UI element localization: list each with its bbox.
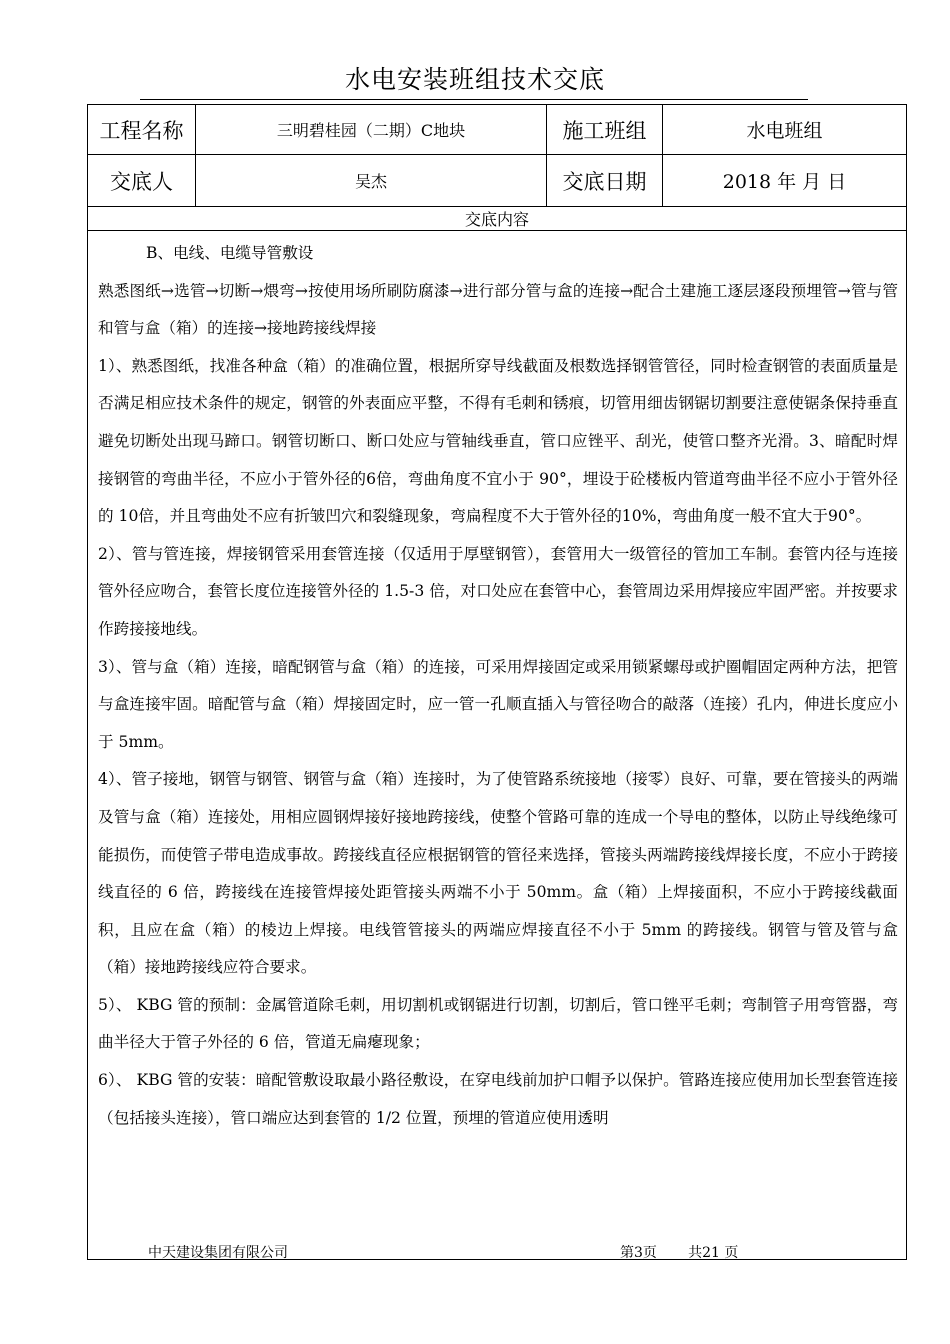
content-paragraph: 2）、管与管连接，焊接钢管采用套管连接（仅适用于厚壁钢管），套管用大一级管径的管加工车制。套管内径与连接管外径应吻合，套管长度位连接管外径的 1.5-3 倍，对口处应在套管中心，套管周边采用焊接应牢固严密。并按要求作跨接接地线。 — [98, 544, 898, 638]
page-prefix: 第 — [620, 1245, 634, 1261]
table-row — [88, 105, 907, 155]
project-name-label: 工程名称 — [88, 105, 196, 155]
presenter-label: 交底人 — [88, 155, 196, 207]
table-row — [88, 155, 907, 207]
content-cell — [88, 231, 907, 1260]
work-team-label: 施工班组 — [547, 105, 663, 155]
content-paragraph: 3）、管与盒（箱）连接，暗配钢管与盒（箱）的连接，可采用焊接固定或采用锁紧螺母或护圈帽固定两种方法，把管与盒连接牢固。暗配管与盒（箱）焊接固定时，应一管一孔顺直插入与管径吻合的敲落（连接）孔内，伸进长度应小于 5mm。 — [98, 657, 898, 751]
table-row — [88, 231, 907, 1260]
table-row — [88, 207, 907, 231]
content-paragraph: 1）、熟悉图纸，找准各种盒（箱）的准确位置，根据所穿导线截面及根数选择钢管管径，同时检查钢管的表面质量是否满足相应技术条件的规定，钢管的外表面应平整，不得有毛刺和锈痕，切管用细齿钢锯切割要注意使锯条保持垂直避免切断处出现马蹄口。钢管切断口、断口处应与管轴线垂直，管口应锉平、刮光，使管口整齐光滑。3、暗配时焊接钢管的弯曲半径，不应小于管外径的6倍，弯曲角度不宜小于 90°，埋设于砼楼板内管道弯曲半径不应小于管外径的 10倍，并且弯曲处不应有折皱凹穴和裂缝现象，弯扁程度不大于管外径的10%，弯曲角度一般不宜大于90°。 — [98, 356, 898, 526]
total-suffix: 页 — [724, 1245, 739, 1261]
total-prefix: 共 — [688, 1245, 703, 1261]
disclosure-date-label: 交底日期 — [547, 155, 663, 207]
page-total: 21 — [702, 1245, 720, 1261]
title-underline — [140, 99, 808, 100]
document-title: 水电安装班组技术交底 — [344, 65, 605, 94]
work-team-value: 水电班组 — [663, 105, 907, 155]
page-suffix: 页 — [642, 1245, 657, 1261]
content-paragraph: 熟悉图纸→选管→切断→煨弯→按使用场所刷防腐漆→进行部分管与盒的连接→配合土建施工逐层逐段预埋管→管与管和管与盒（箱）的连接→接地跨接线焊接 — [98, 281, 898, 338]
content-paragraph: 6）、 KBG 管的安装：暗配管敷设取最小路径敷设，在穿电线前加护口帽予以保护。管路连接应使用加长型套管连接（包括接头连接），管口端应达到套管的 1/2 位置，预埋的管道应使用透明 — [98, 1071, 898, 1127]
page-current: 3 — [634, 1245, 643, 1261]
content-paragraph: 4）、管子接地，钢管与钢管、钢管与盒（箱）连接时，为了使管路系统接地（接零）良好、可靠，要在管接头的两端及管与盒（箱）连接处，用相应圆钢焊接好接地跨接线，使整个管路可靠的连成一个导电的整体，以防止导线绝缘可能损伤，而使管子带电造成事故。跨接线直径应根据钢管的管径来选择，管接头两端跨接线焊接长度，不应小于跨接线直径的 6 倍，跨接线在连接管焊接处距管接头两端不小于 50mm。盒（箱）上焊接面积，不应小于跨接线截面积，且应在盒（箱）的棱边上焊接。电线管管接头的两端应焊接直径不小于 5mm 的跨接线。钢管与管及管与盒（箱）接地跨接线应符合要求。 — [98, 770, 898, 977]
section-title: B、电线、电缆导管敷设 — [146, 244, 314, 262]
company-name: 中天建设集团有限公司 — [148, 1245, 288, 1261]
content-body — [88, 231, 906, 1259]
content-paragraph: 5）、 KBG 管的预制：金属管道除毛刺，用切割机或钢锯进行切割，切割后，管口锉平毛刺；弯制管子用弯管器，弯曲半径大于管子外径的 6 倍，管道无扁瘪现象； — [98, 995, 898, 1052]
disclosure-table — [87, 104, 907, 1260]
page-number — [620, 1242, 738, 1262]
content-heading: 交底内容 — [88, 207, 907, 231]
presenter-value: 吴杰 — [196, 155, 547, 207]
project-name-value: 三明碧桂园（二期）C地块 — [196, 105, 547, 155]
disclosure-date-value: 2018 年 月 日 — [663, 155, 907, 207]
